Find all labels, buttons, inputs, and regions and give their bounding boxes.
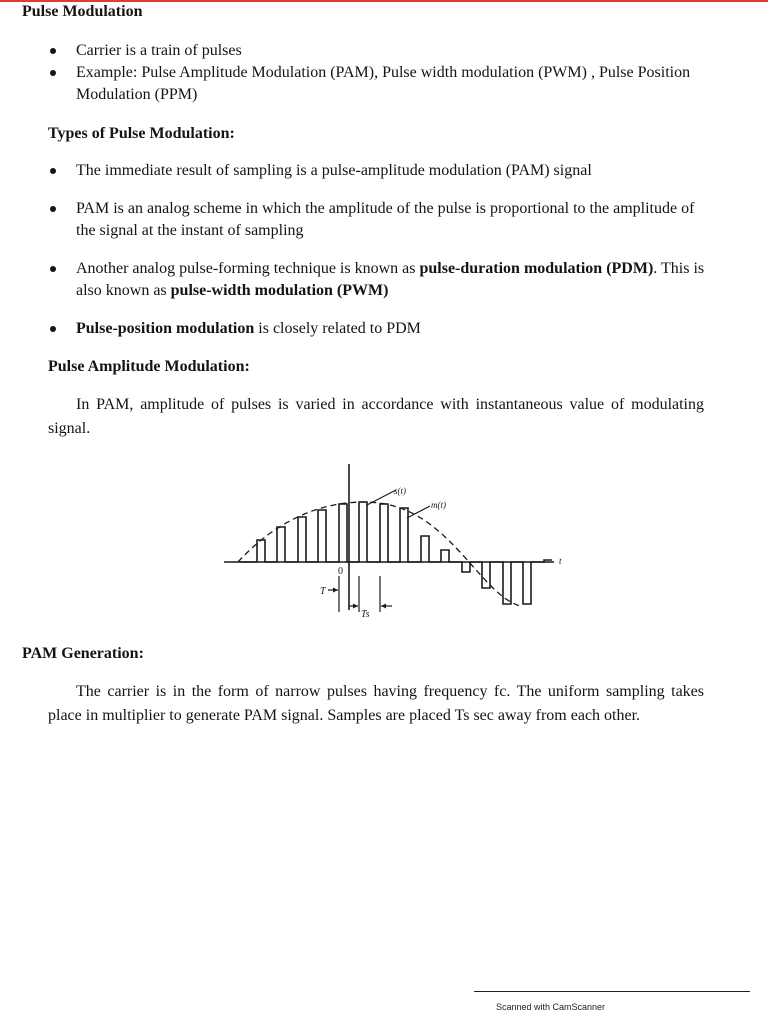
list-item [48, 318, 708, 340]
generation-paragraph: The carrier is in the form of narrow pulses having frequency fc. The uniform sampling takes place in multiplier to generate PAM signal. Samples are placed Ts sec away from each other. [48, 683, 704, 724]
pam-pulse-train [240, 502, 552, 604]
label-t-axis: t [559, 556, 562, 566]
page-title: Pulse Modulation [22, 3, 143, 20]
types-bullet-list [48, 160, 708, 340]
arrowhead [353, 604, 358, 609]
pam-waveform-figure [220, 460, 570, 630]
list-item: PAM is an analog scheme in which the amplitude of the pulse is proportional to the amplitude of the signal at the instant of sampling [48, 198, 708, 242]
list-item [48, 258, 708, 302]
bold-term: pulse-width modulation (PWM) [170, 282, 389, 299]
types-heading: Types of Pulse Modulation: [48, 125, 235, 142]
arrowhead [381, 604, 386, 609]
label-m-of-t: m(t) [431, 500, 446, 510]
label-pulse-width: T [320, 586, 326, 597]
arrowhead [333, 588, 338, 593]
label-s-of-t: s(t) [394, 486, 406, 496]
item-text: Another analog pulse-forming technique is known as [76, 260, 420, 277]
intro-bullet-list [48, 40, 718, 106]
pam-paragraph: In PAM, amplitude of pulses is varied in accordance with instantaneous value of modulating signal. [48, 396, 704, 437]
footer-divider [474, 991, 750, 992]
list-item: Example: Pulse Amplitude Modulation (PAM), Pulse width modulation (PWM) , Pulse Position Modulation (PPM) [48, 62, 718, 106]
pam-heading: Pulse Amplitude Modulation: [48, 358, 250, 375]
top-border [0, 0, 768, 2]
modulating-signal-curve [238, 502, 520, 606]
item-text: . This is also known as [76, 260, 705, 299]
generation-heading: PAM Generation: [22, 645, 144, 662]
list-item: The immediate result of sampling is a pulse-amplitude modulation (PAM) signal [48, 160, 708, 182]
label-sampling-period: Ts [361, 609, 370, 620]
bold-term: Pulse-position modulation [76, 320, 255, 337]
bold-term: pulse-duration modulation (PDM) [419, 260, 654, 277]
label-origin: 0 [338, 566, 343, 577]
scanner-watermark: Scanned with CamScanner [496, 1002, 606, 1012]
list-item: Carrier is a train of pulses [48, 40, 718, 62]
item-text: is closely related to PDM [254, 320, 421, 337]
